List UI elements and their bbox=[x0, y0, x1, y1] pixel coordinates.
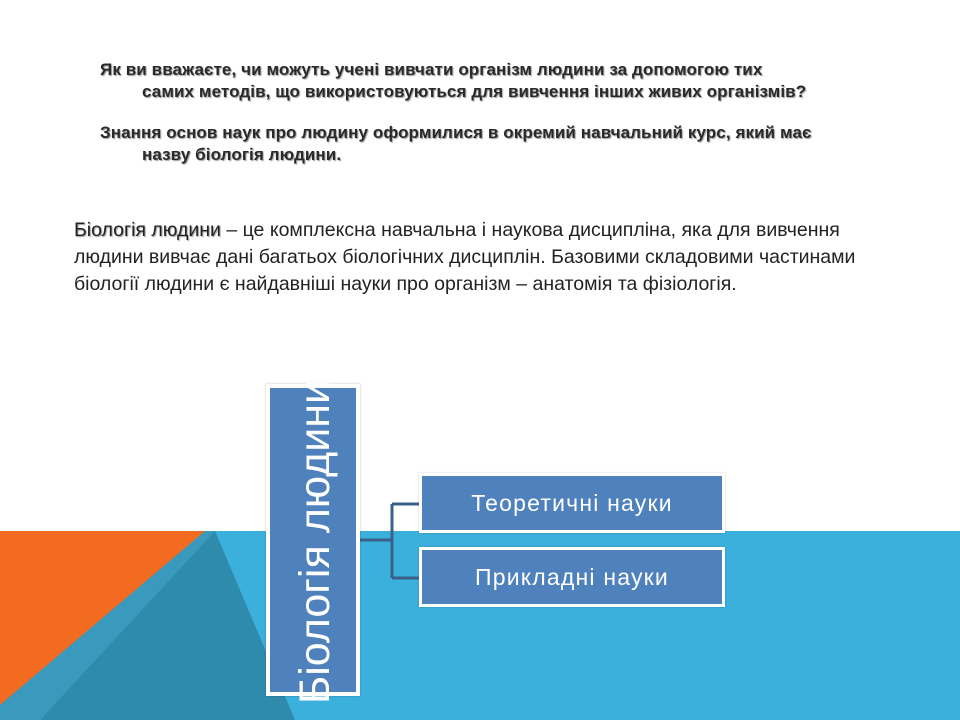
question-line-1: Як ви вважаєте, чи можуть учені вивчати організм людини за допомогою тих bbox=[100, 60, 763, 79]
statement-line-2: назву біологія людини. bbox=[142, 145, 342, 164]
root-node-label: Біологія людини bbox=[291, 380, 339, 704]
child-node-applied bbox=[419, 547, 725, 607]
definition-text: – це комплексна навчальна і наукова дисципліна, яка для вивчення людини вивчає дані багатьох біологічних дисциплін. Базовими складовими частинами біології людини є найдавніші науки про організм – анатомія та фізіологія. bbox=[74, 219, 856, 295]
question-paragraph bbox=[100, 59, 840, 103]
definition-paragraph bbox=[74, 217, 864, 298]
question-line-2: самих методів, що використовуються для вивчення інших живих організмів? bbox=[142, 82, 807, 101]
definition-term: Біологія людини bbox=[74, 219, 221, 241]
child-node-theoretical bbox=[419, 473, 725, 533]
root-node-biology bbox=[266, 380, 360, 704]
statement-paragraph bbox=[100, 122, 870, 166]
child-node-applied-label: Прикладні науки bbox=[422, 550, 722, 604]
root-node-fill bbox=[270, 380, 356, 704]
child-node-theoretical-label: Теоретичні науки bbox=[422, 476, 722, 530]
statement-line-1: Знання основ наук про людину оформилися в окремий навчальний курс, який має bbox=[100, 123, 812, 142]
